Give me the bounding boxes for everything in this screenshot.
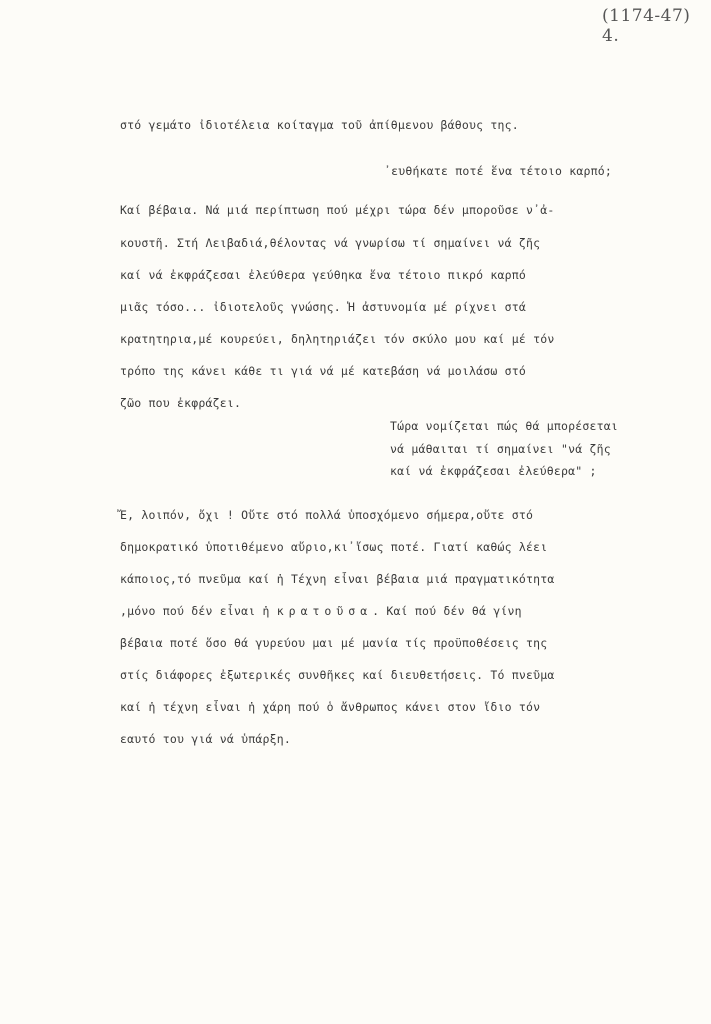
paragraph-2-line: δημοκρατικό ὑποτιθέμενο αὔριο,κι᾽ἴσως ποτέ. Γιατί καθώς λέει — [120, 540, 548, 554]
paragraph-2-line: στίς διάφορες ἐξωτερικές συνθῆκες καί διευθετήσεις. Τό πνεῦμα — [120, 668, 555, 682]
question-block-line: καί νά ἐκφράζεσαι ἐλεύθερα" ; — [390, 464, 597, 478]
page-number: (1174-47) 4. — [602, 6, 691, 46]
paragraph-1-line: ζῶο που ἐκφράζει. — [120, 396, 242, 410]
paragraph-2-line: καί ἡ τέχνη εἶναι ἡ χάρη πού ὁ ἄνθρωπος κάνει στον ἴδιο τόν — [120, 700, 541, 714]
question-block-line: Τώρα νομίζεται πώς θά μπορέσεται — [390, 419, 618, 433]
paragraph-1-line: κρατητηρια,μέ κουρεύει, δηλητηριάζει τόν σκύλο μου καί μέ τόν — [120, 332, 555, 346]
question-line-1: ᾽ευθήκατε ποτέ ἕνα τέτοιο καρπό; — [384, 164, 612, 178]
paragraph-1-line: κουστῆ. Στή Λειβαδιά,θέλοντας νά γνωρίσω τί σημαίνει νά ζῆς — [120, 236, 541, 250]
paragraph-1-line: Καί βέβαια. Νά μιά περίπτωση πού μέχρι τώρα δέν μποροῦσε ν᾽ἀ- — [120, 203, 555, 217]
paragraph-2-line: εαυτό του γιά νά ὑπάρξη. — [120, 732, 291, 746]
question-block-line: νά μάθαιται τί σημαίνει "νά ζῆς — [390, 442, 611, 456]
paragraph-1-line: καί νά ἐκφράζεσαι ἐλεύθερα γεύθηκα ἕνα τέτοιο πικρό καρπό — [120, 268, 527, 282]
paragraph-2-line: βέβαια ποτέ ὅσο θά γυρεύου μαι μέ μανία τίς προϋποθέσεις της — [120, 636, 548, 650]
emphasized-word: κρατοῦσα — [276, 604, 373, 618]
paragraph-1-line: τρόπο της κάνει κάθε τι γιά νά μέ κατεβάση νά μοιλάσω στό — [120, 364, 527, 378]
paragraph-2-text: ,μόνο πού δέν εἶναι ἡ — [120, 604, 270, 618]
paragraph-2-line: κάποιος,τό πνεῦμα καί ἡ Τέχνη εἶναι βέβαια μιά πραγματικότητα — [120, 572, 555, 586]
paragraph-2-text: . Καί πού δέν θά γίνη — [372, 604, 522, 618]
paragraph-1-line: μιᾶς τόσο... ἰδιοτελοῦς γνώσης. Ἡ ἀστυνομία μέ ρίχνει στά — [120, 300, 527, 314]
paragraph-2-line — [120, 606, 522, 618]
paragraph-2-line: Ἔ, λοιπόν, ὄχι ! Οὔτε στό πολλά ὑποσχόμενο σήμερα,οὔτε στό — [120, 508, 534, 522]
opening-line: στό γεμάτο ἰδιοτέλεια κοίταγμα τοῦ ἀπίθμενου βάθους της. — [120, 118, 519, 132]
